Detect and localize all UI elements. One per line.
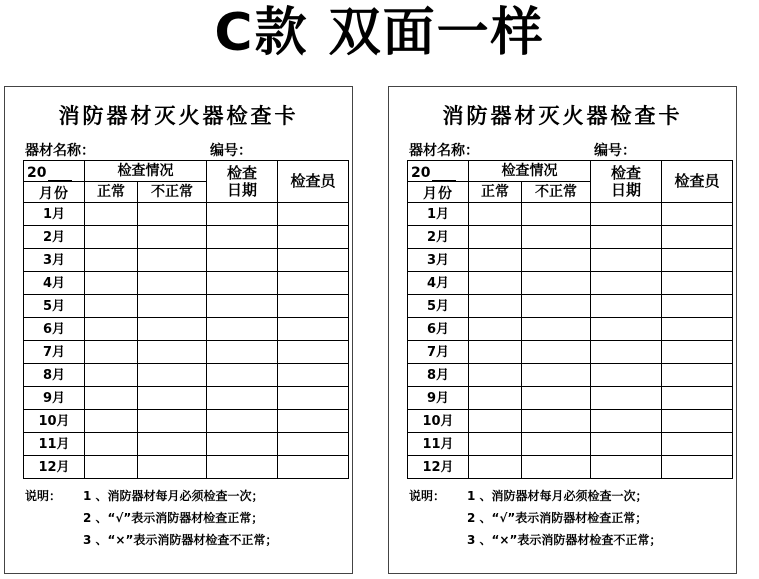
- month-label: 2月: [408, 226, 469, 249]
- normal-cell: [85, 456, 138, 479]
- date-cell: [207, 410, 278, 433]
- month-label: 12月: [408, 456, 469, 479]
- check-status-header: 检查情况: [469, 161, 591, 182]
- month-row: [408, 249, 733, 272]
- abnormal-cell: [138, 318, 207, 341]
- month-row: [24, 456, 349, 479]
- year-cell: 20: [408, 161, 469, 182]
- month-label: 9月: [408, 387, 469, 410]
- date-cell: [591, 249, 662, 272]
- inspector-cell: [662, 272, 733, 295]
- abnormal-cell: [522, 364, 591, 387]
- date-cell: [207, 341, 278, 364]
- note-item: 1 、消防器材每月必须检查一次；: [467, 489, 648, 503]
- inspector-cell: [662, 226, 733, 249]
- month-label: 3月: [408, 249, 469, 272]
- normal-cell: [85, 387, 138, 410]
- inspection-table: [23, 160, 349, 479]
- date-cell: [207, 203, 278, 226]
- month-label: 1月: [408, 203, 469, 226]
- page-heading: C款 双面一样: [214, 3, 545, 63]
- month-row: [408, 433, 733, 456]
- normal-cell: [469, 249, 522, 272]
- date-cell: [591, 410, 662, 433]
- abnormal-cell: [522, 295, 591, 318]
- notes: [409, 485, 661, 551]
- normal-cell: [469, 433, 522, 456]
- abnormal-header: 不正常: [138, 182, 207, 203]
- normal-header: 正常: [469, 182, 522, 203]
- abnormal-header: 不正常: [522, 182, 591, 203]
- month-row: [408, 272, 733, 295]
- month-label: 5月: [24, 295, 85, 318]
- notes-label: 说明：: [25, 489, 62, 503]
- abnormal-cell: [138, 295, 207, 318]
- check-date-header: 检查 日期: [207, 161, 278, 203]
- inspector-header: 检查员: [278, 161, 349, 203]
- month-label: 8月: [24, 364, 85, 387]
- inspector-cell: [278, 203, 349, 226]
- month-label: 6月: [408, 318, 469, 341]
- normal-cell: [85, 249, 138, 272]
- check-date-header: 检查 日期: [591, 161, 662, 203]
- abnormal-cell: [522, 433, 591, 456]
- inspection-table: [407, 160, 733, 479]
- notes-label: 说明：: [409, 489, 446, 503]
- inspector-cell: [662, 318, 733, 341]
- abnormal-cell: [138, 249, 207, 272]
- normal-cell: [469, 456, 522, 479]
- month-label: 11月: [408, 433, 469, 456]
- equipment-name-label: 器材名称：: [25, 143, 95, 159]
- year-cell: 20: [24, 161, 85, 182]
- month-label: 3月: [24, 249, 85, 272]
- month-row: [408, 364, 733, 387]
- normal-cell: [85, 410, 138, 433]
- inspector-cell: [662, 295, 733, 318]
- number-label: 编号：: [594, 143, 636, 159]
- abnormal-cell: [522, 272, 591, 295]
- normal-cell: [469, 364, 522, 387]
- month-row: [24, 295, 349, 318]
- month-row: [24, 203, 349, 226]
- normal-cell: [469, 387, 522, 410]
- month-row: [408, 387, 733, 410]
- note-item: 2 、“√”表示消防器材检查正常；: [83, 511, 264, 525]
- month-row: [408, 203, 733, 226]
- date-cell: [591, 318, 662, 341]
- date-cell: [591, 295, 662, 318]
- normal-cell: [85, 272, 138, 295]
- inspector-cell: [278, 226, 349, 249]
- month-row: [408, 318, 733, 341]
- month-label: 4月: [24, 272, 85, 295]
- note-item: 3 、“×”表示消防器材检查不正常；: [83, 533, 278, 547]
- month-row: [24, 249, 349, 272]
- abnormal-cell: [138, 456, 207, 479]
- month-row: [24, 433, 349, 456]
- inspector-cell: [278, 364, 349, 387]
- month-label: 4月: [408, 272, 469, 295]
- date-cell: [591, 203, 662, 226]
- normal-cell: [85, 226, 138, 249]
- date-cell: [207, 318, 278, 341]
- date-cell: [207, 295, 278, 318]
- month-label: 5月: [408, 295, 469, 318]
- inspector-cell: [278, 433, 349, 456]
- normal-cell: [85, 341, 138, 364]
- inspector-cell: [662, 203, 733, 226]
- abnormal-cell: [522, 249, 591, 272]
- abnormal-cell: [522, 203, 591, 226]
- month-row: [408, 456, 733, 479]
- month-row: [24, 341, 349, 364]
- month-label: 7月: [408, 341, 469, 364]
- inspector-cell: [278, 249, 349, 272]
- date-cell: [207, 272, 278, 295]
- month-label: 6月: [24, 318, 85, 341]
- normal-header: 正常: [85, 182, 138, 203]
- abnormal-cell: [138, 433, 207, 456]
- month-label: 11月: [24, 433, 85, 456]
- normal-cell: [469, 203, 522, 226]
- date-cell: [591, 272, 662, 295]
- normal-cell: [469, 318, 522, 341]
- normal-cell: [85, 433, 138, 456]
- month-label: 12月: [24, 456, 85, 479]
- inspector-cell: [278, 272, 349, 295]
- inspector-cell: [662, 456, 733, 479]
- date-cell: [207, 433, 278, 456]
- abnormal-cell: [522, 341, 591, 364]
- abnormal-cell: [138, 226, 207, 249]
- month-label: 2月: [24, 226, 85, 249]
- normal-cell: [85, 364, 138, 387]
- month-row: [24, 364, 349, 387]
- month-row: [408, 226, 733, 249]
- date-cell: [207, 249, 278, 272]
- month-row: [24, 272, 349, 295]
- abnormal-cell: [138, 272, 207, 295]
- inspector-cell: [662, 387, 733, 410]
- month-label: 7月: [24, 341, 85, 364]
- abnormal-cell: [138, 387, 207, 410]
- inspector-cell: [662, 249, 733, 272]
- abnormal-cell: [138, 410, 207, 433]
- notes: [25, 485, 277, 551]
- check-status-header: 检查情况: [85, 161, 207, 182]
- inspection-card-back: [388, 86, 737, 574]
- normal-cell: [469, 226, 522, 249]
- month-label: 1月: [24, 203, 85, 226]
- abnormal-cell: [522, 456, 591, 479]
- note-item: 1 、消防器材每月必须检查一次；: [83, 489, 264, 503]
- card-title: 消防器材灭火器检查卡: [58, 104, 299, 128]
- normal-cell: [469, 341, 522, 364]
- month-header: 月份: [24, 182, 85, 203]
- month-header: 月份: [408, 182, 469, 203]
- date-cell: [591, 364, 662, 387]
- date-cell: [207, 456, 278, 479]
- date-cell: [207, 226, 278, 249]
- month-label: 9月: [24, 387, 85, 410]
- month-row: [408, 410, 733, 433]
- date-cell: [591, 341, 662, 364]
- normal-cell: [469, 272, 522, 295]
- normal-cell: [469, 410, 522, 433]
- normal-cell: [85, 318, 138, 341]
- inspector-cell: [662, 410, 733, 433]
- month-row: [408, 295, 733, 318]
- note-item: 2 、“√”表示消防器材检查正常；: [467, 511, 648, 525]
- inspector-cell: [662, 341, 733, 364]
- inspector-cell: [278, 456, 349, 479]
- abnormal-cell: [522, 387, 591, 410]
- date-cell: [591, 387, 662, 410]
- date-cell: [591, 433, 662, 456]
- inspector-cell: [662, 433, 733, 456]
- inspector-cell: [278, 295, 349, 318]
- month-row: [24, 387, 349, 410]
- abnormal-cell: [138, 364, 207, 387]
- note-item: 3 、“×”表示消防器材检查不正常；: [467, 533, 662, 547]
- month-label: 10月: [408, 410, 469, 433]
- month-label: 8月: [408, 364, 469, 387]
- abnormal-cell: [522, 226, 591, 249]
- month-row: [408, 341, 733, 364]
- date-cell: [591, 456, 662, 479]
- equipment-name-label: 器材名称：: [409, 143, 479, 159]
- inspector-cell: [662, 364, 733, 387]
- month-row: [24, 226, 349, 249]
- inspector-cell: [278, 387, 349, 410]
- inspector-header: 检查员: [662, 161, 733, 203]
- date-cell: [591, 226, 662, 249]
- abnormal-cell: [138, 341, 207, 364]
- month-row: [24, 410, 349, 433]
- inspector-cell: [278, 318, 349, 341]
- abnormal-cell: [522, 318, 591, 341]
- date-cell: [207, 387, 278, 410]
- inspector-cell: [278, 410, 349, 433]
- inspector-cell: [278, 341, 349, 364]
- abnormal-cell: [138, 203, 207, 226]
- month-label: 10月: [24, 410, 85, 433]
- inspection-card-front: [4, 86, 353, 574]
- card-title: 消防器材灭火器检查卡: [442, 104, 683, 128]
- date-cell: [207, 364, 278, 387]
- month-row: [24, 318, 349, 341]
- abnormal-cell: [522, 410, 591, 433]
- normal-cell: [85, 295, 138, 318]
- normal-cell: [469, 295, 522, 318]
- normal-cell: [85, 203, 138, 226]
- number-label: 编号：: [210, 143, 252, 159]
